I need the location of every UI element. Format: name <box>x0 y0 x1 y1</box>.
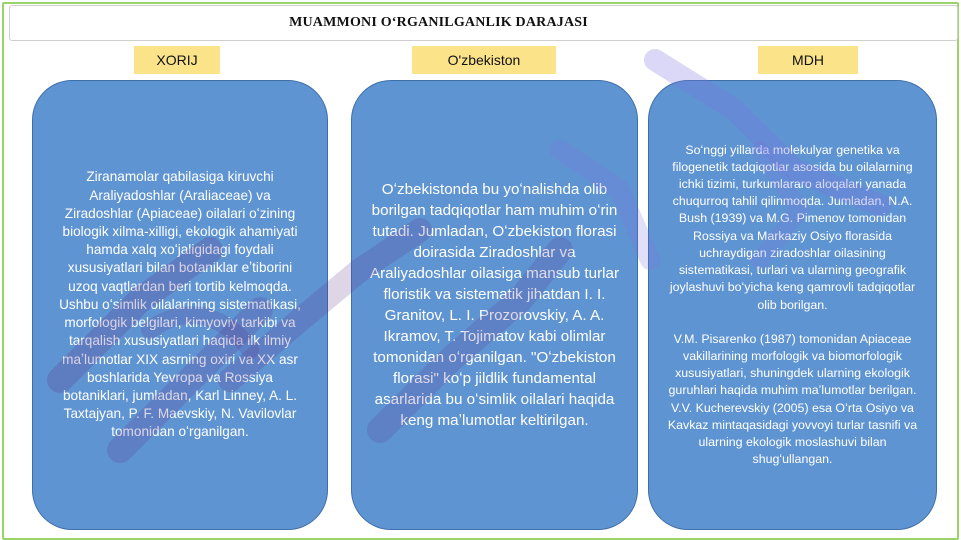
card-xorij-text: Ziranamolar qabilasiga kiruvchi Araliyadoshlar (Araliaceae) va Ziradoshlar (Apiaceae) oilalari oʻzining biologik xilma-xilligi, ekologik ahamiyati hamda xalq xoʻjaligidagi foydali xususiyatlari bilan botaniklar eʼtiborini uzoq vaqtlardan beri tortib kelmoqda. Ushbu oʻsimlik oilalarining sistematikasi, morfologik belgilari, kimyoviy tarkibi va tarqalish xususiyatlari haqida ilk ilmiy maʼlumotlar XIX asrning oxiri va XX asr boshlarida Yevropa va Rossiya botaniklari, jumladan, Karl Linney, A. L. Taxtajyan, P. F. Maevskiy, N. Vavilovlar tomonidan oʻrganilgan. <box>59 169 301 440</box>
title-bar <box>9 5 958 41</box>
label-xorij: XORIJ <box>134 46 220 74</box>
label-mdh: MDH <box>758 46 858 74</box>
card-mdh-paragraph-1: Soʻnggi yillarda molekulyar genetika va filogenetik tadqiqotlar asosida bu oilalarning ichki tizimi, turkumlararo aloqalari yanada chuqurroq tahlil qilinmoqda. Jumladan, N.A. Bush (1939) va M.G. Pimenov tomonidan Rossiya va Markaziy Osiyo florasida uchraydigan ziradoshlar oilasining sistematikasi, turlari va ularning geografik joylashuvi boʻyicha keng qamrovli tadqiqotlar olib borilgan. <box>669 142 916 312</box>
card-xorij <box>32 80 328 530</box>
label-uzbekiston: O'zbekiston <box>412 46 556 74</box>
slide-title: MUAMMONI O‘RGANILGANLIK DARAJASI <box>289 15 588 30</box>
card-uzbekiston <box>351 80 638 530</box>
card-uzbekiston-text: Oʻzbekistonda bu yoʻnalishda olib borilgan tadqiqotlar ham muhim oʻrin tutadi. Jumladan, Oʻzbekiston florasi doirasida Ziradoshlar va Araliyadoshlar oilasiga mansub turlar floristik va sistematik jihatdan I. I. Granitov, L. I. Prozorovskiy, A. A. Ikramov, T. Tojimatov kabi olimlar tomonidan oʻrganilgan. "Oʻzbekiston florasi" koʻp jildlik fundamental asarlarida bu oʻsimlik oilalari haqida keng maʼlumotlar keltirilgan. <box>369 181 620 429</box>
card-mdh <box>648 80 937 530</box>
card-mdh-paragraph-2: V.M. Pisarenko (1987) tomonidan Apiaceae vakillarining morfologik va biomorfologik xususiyatlari, shuningdek ularning ekologik guruhlari haqida muhim maʼlumotlar berilgan. V.V. Kucherevskiy (2005) esa Oʻrta Osiyo va Kavkaz mintaqasidagi yovvoyi turlar tasnifi va ularning ekologik moslashuvi bilan shugʻullangan. <box>667 331 918 467</box>
